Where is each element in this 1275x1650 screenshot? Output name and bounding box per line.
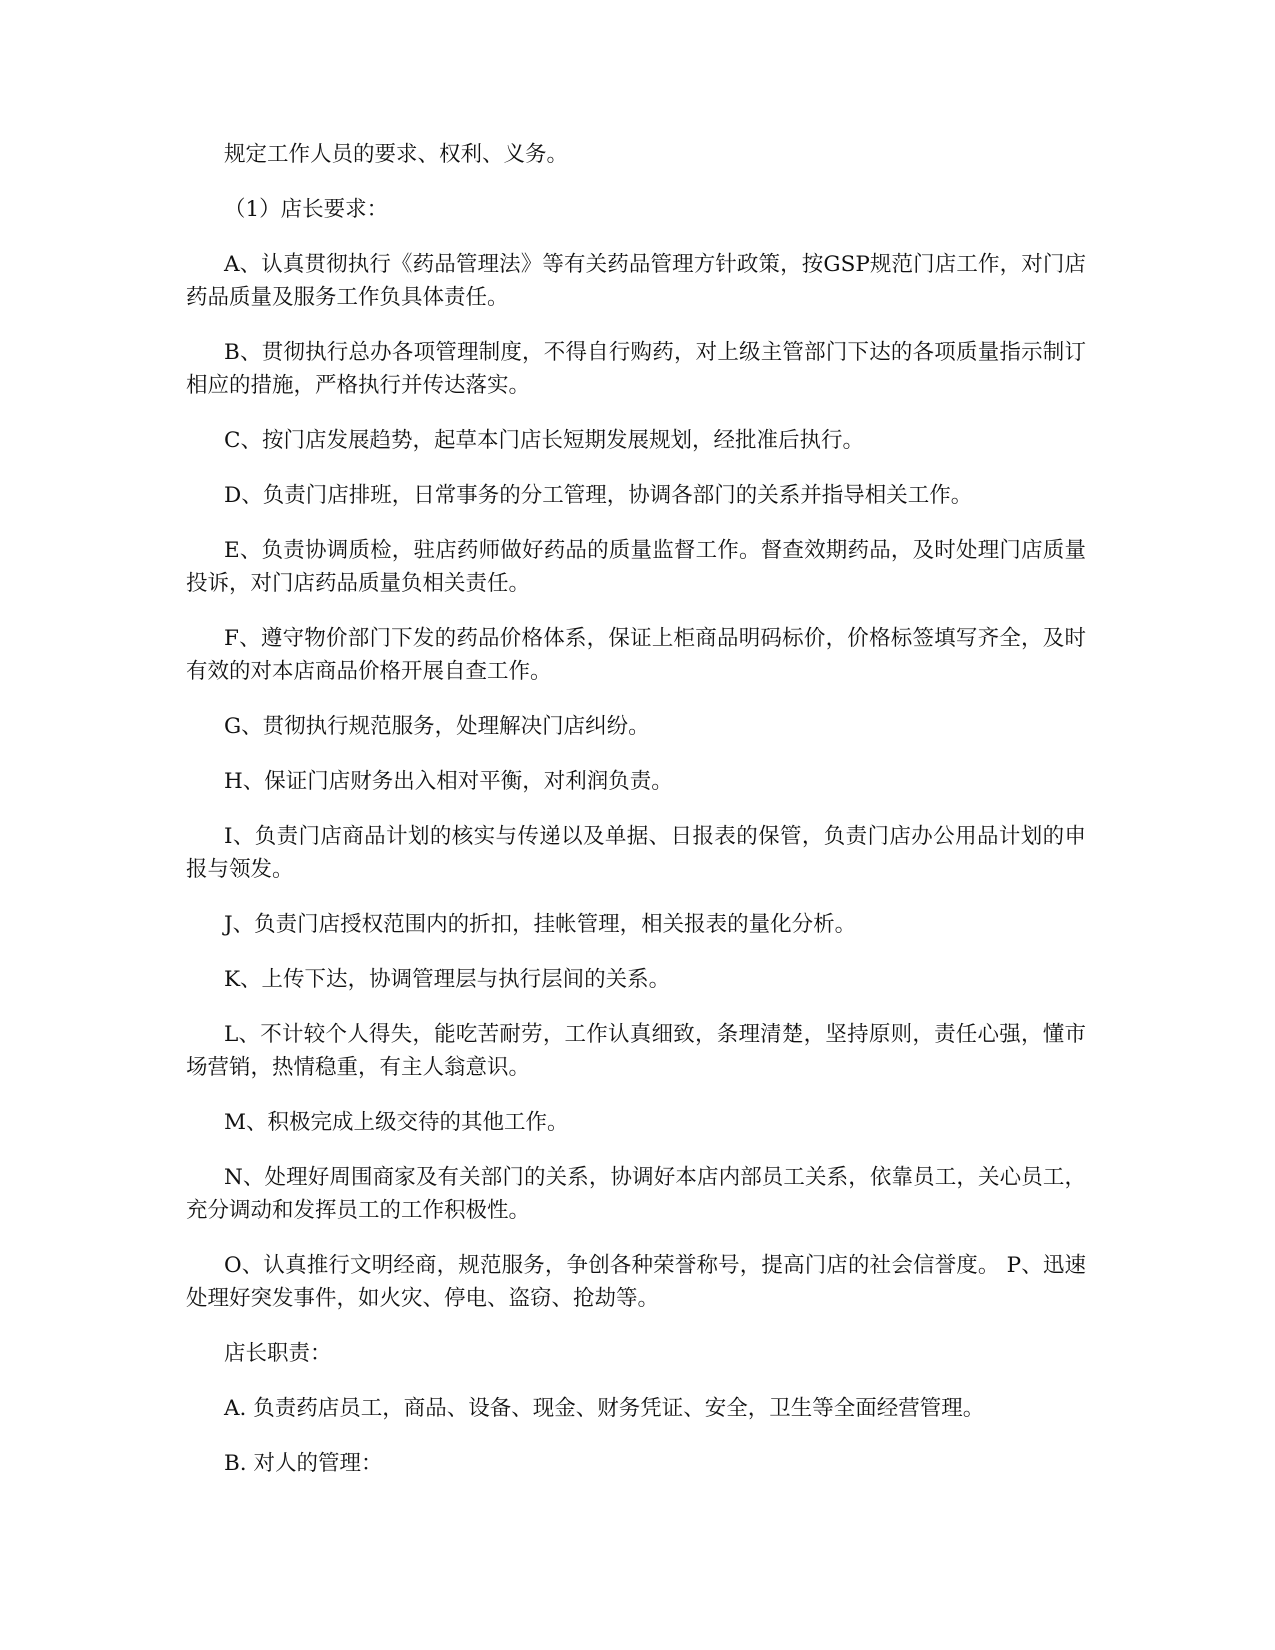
requirement-item-h: H、保证门店财务出入相对平衡，对利润负责。 <box>224 769 673 794</box>
section-heading-manager-duties: 店长职责： <box>224 1341 332 1366</box>
requirement-item-j: J、负责门店授权范围内的折扣，挂帐管理，相关报表的量化分析。 <box>224 912 857 937</box>
requirement-item-e: E、负责协调质检，驻店药师做好药品的质量监督工作。督查效期药品，及时处理门店质量投诉，对门店药品质量负相关责任。 <box>186 538 1086 596</box>
requirement-item-b: B、贯彻执行总办各项管理制度，不得自行购药，对上级主管部门下达的各项质量指示制订相应的措施，严格执行并传达落实。 <box>186 340 1086 398</box>
requirement-item-a: A、认真贯彻执行《药品管理法》等有关药品管理方针政策，按GSP规范门店工作，对门店药品质量及服务工作负具体责任。 <box>186 252 1086 310</box>
section-heading-manager-requirements: （1）店长要求： <box>224 197 389 222</box>
duty-item-b: B. 对人的管理： <box>224 1451 383 1476</box>
requirement-item-i: I、负责门店商品计划的核实与传递以及单据、日报表的保管，负责门店办公用品计划的申报与领发。 <box>186 824 1086 882</box>
paragraph-intro: 规定工作人员的要求、权利、义务。 <box>224 142 569 167</box>
requirement-item-f: F、遵守物价部门下发的药品价格体系，保证上柜商品明码标价，价格标签填写齐全，及时有效的对本店商品价格开展自查工作。 <box>186 626 1086 684</box>
requirement-item-c: C、按门店发展趋势，起草本门店长短期发展规划，经批准后执行。 <box>224 428 864 453</box>
requirement-item-l: L、不计较个人得失，能吃苦耐劳，工作认真细致，条理清楚，坚持原则，责任心强，懂市场营销，热情稳重，有主人翁意识。 <box>186 1022 1086 1080</box>
requirement-item-n: N、处理好周围商家及有关部门的关系，协调好本店内部员工关系，依靠员工，关心员工，充分调动和发挥员工的工作积极性。 <box>186 1165 1086 1223</box>
requirement-item-o-p: O、认真推行文明经商，规范服务，争创各种荣誉称号，提高门店的社会信誉度。 P、迅速处理好突发事件，如火灾、停电、盗窃、抢劫等。 <box>186 1253 1086 1311</box>
requirement-item-g: G、贯彻执行规范服务，处理解决门店纠纷。 <box>224 714 650 739</box>
requirement-item-k: K、上传下达，协调管理层与执行层间的关系。 <box>224 967 671 992</box>
requirement-item-d: D、负责门店排班，日常事务的分工管理，协调各部门的关系并指导相关工作。 <box>224 483 973 508</box>
document-body <box>186 138 1086 1502</box>
requirement-item-m: M、积极完成上级交待的其他工作。 <box>224 1110 569 1135</box>
duty-item-a: A. 负责药店员工，商品、设备、现金、财务凭证、安全，卫生等全面经营管理。 <box>224 1396 985 1421</box>
